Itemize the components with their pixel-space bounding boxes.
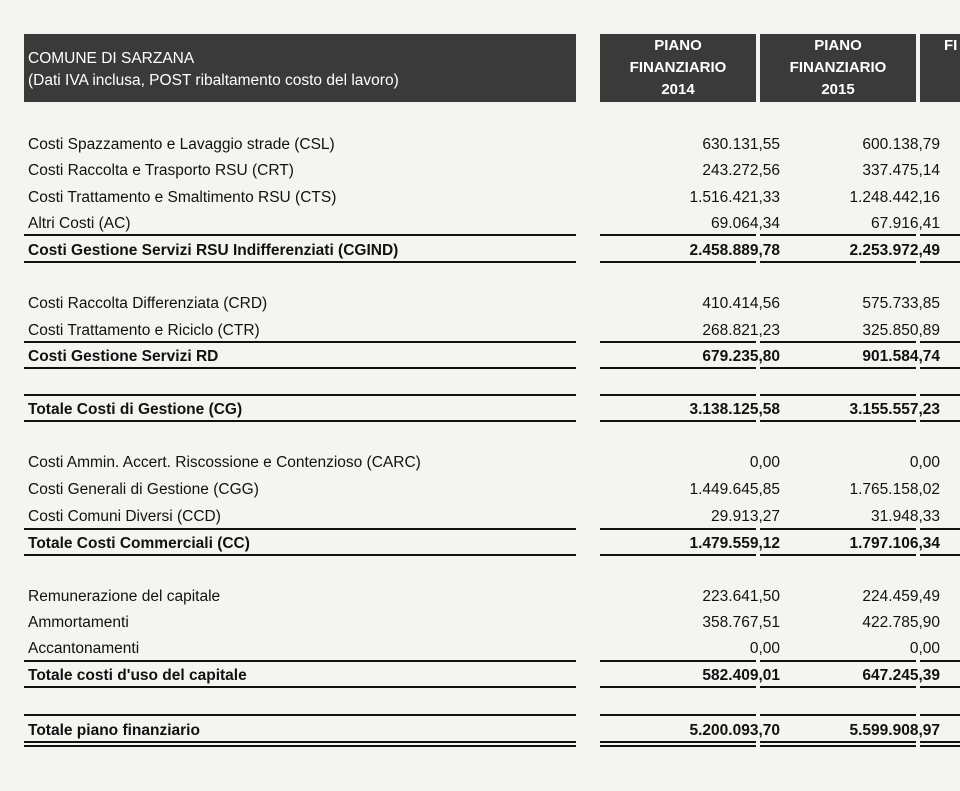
- value-2014: 1.479.559,12: [689, 535, 780, 552]
- value-2014: 3.138.125,58: [689, 401, 780, 418]
- rule: [760, 420, 916, 422]
- row-label: Totale Costi Commerciali (CC): [28, 535, 250, 552]
- value-2015: 901.584,74: [862, 348, 940, 365]
- table-row: [24, 187, 960, 209]
- document-subtitle: (Dati IVA inclusa, POST ribaltamento costo del lavoro): [28, 72, 399, 89]
- rule: [920, 261, 960, 263]
- table-row: [24, 134, 960, 156]
- column-header-year: 2014: [661, 81, 695, 98]
- row-label: Totale piano finanziario: [28, 722, 200, 739]
- rule: [24, 741, 576, 743]
- rule: [760, 367, 916, 369]
- rule: [600, 420, 756, 422]
- column-header-partial: [920, 34, 960, 102]
- rule: [920, 234, 960, 236]
- rule: [920, 394, 960, 396]
- row-label: Costi Trattamento e Smaltimento RSU (CTS): [28, 189, 337, 206]
- rule: [24, 394, 576, 396]
- rule: [24, 528, 576, 530]
- value-2015: 67.916,41: [871, 215, 940, 232]
- row-label: Costi Raccolta Differenziata (CRD): [28, 295, 268, 312]
- rule: [24, 660, 576, 662]
- row-label: Costi Raccolta e Trasporto RSU (CRT): [28, 162, 294, 179]
- rule: [24, 686, 576, 688]
- value-2014: 0,00: [749, 640, 780, 657]
- row-label: Costi Trattamento e Riciclo (CTR): [28, 322, 260, 339]
- row-label: Remunerazione del capitale: [28, 588, 221, 605]
- rule: [760, 341, 916, 343]
- rule: [24, 234, 576, 236]
- row-label: Ammortamenti: [28, 614, 129, 631]
- table-row: [24, 612, 960, 634]
- rule: [600, 714, 756, 716]
- value-2015: 1.248.442,16: [849, 189, 940, 206]
- rule: [920, 341, 960, 343]
- row-label: Costi Generali di Gestione (CGG): [28, 481, 259, 498]
- value-2014: 630.131,55: [702, 136, 780, 153]
- rule: [760, 686, 916, 688]
- value-2014: 1.516.421,33: [689, 189, 780, 206]
- value-2014: 582.409,01: [702, 667, 780, 684]
- value-2014: 410.414,56: [702, 295, 780, 312]
- rule: [600, 528, 756, 530]
- value-2015: 5.599.908,97: [849, 722, 940, 739]
- subtotal-row: [24, 240, 960, 262]
- total-row: [24, 399, 960, 421]
- value-2015: 600.138,79: [862, 136, 940, 153]
- rule: [600, 367, 756, 369]
- value-2014: 5.200.093,70: [689, 722, 780, 739]
- value-2015: 224.459,49: [862, 588, 940, 605]
- table-row: [24, 213, 960, 235]
- value-2014: 243.272,56: [702, 162, 780, 179]
- rule: [920, 554, 960, 556]
- table-row: [24, 506, 960, 528]
- rule: [24, 367, 576, 369]
- rule: [920, 745, 960, 747]
- row-label: Totale costi d'uso del capitale: [28, 667, 247, 684]
- column-header-2014: [600, 34, 756, 102]
- grand-total-row: [24, 720, 960, 742]
- table-row: [24, 160, 960, 182]
- rule: [920, 367, 960, 369]
- rule: [920, 420, 960, 422]
- row-label: Costi Comuni Diversi (CCD): [28, 508, 221, 525]
- value-2014: 1.449.645,85: [689, 481, 780, 498]
- value-2014: 69.064,34: [711, 215, 780, 232]
- value-2015: 1.797.106,34: [849, 535, 940, 552]
- table-row: [24, 452, 960, 474]
- value-2015: 0,00: [909, 640, 940, 657]
- rule: [760, 394, 916, 396]
- rule: [920, 741, 960, 743]
- rule: [24, 261, 576, 263]
- column-header-line: PIANO: [654, 37, 702, 54]
- value-2015: 2.253.972,49: [849, 242, 940, 259]
- value-2015: 337.475,14: [862, 162, 940, 179]
- rule: [760, 234, 916, 236]
- rule: [760, 741, 916, 743]
- rule: [600, 234, 756, 236]
- column-header-year: 2015: [821, 81, 855, 98]
- value-2014: 358.767,51: [702, 614, 780, 631]
- table-row: [24, 320, 960, 342]
- table-row: [24, 479, 960, 501]
- rule: [920, 686, 960, 688]
- row-label: Altri Costi (AC): [28, 215, 131, 232]
- value-2015: 3.155.557,23: [849, 401, 940, 418]
- value-2014: 0,00: [749, 454, 780, 471]
- row-label: Costi Gestione Servizi RSU Indifferenziati (CGIND): [28, 242, 399, 259]
- table-row: [24, 638, 960, 660]
- rule: [920, 714, 960, 716]
- value-2014: 2.458.889,78: [689, 242, 780, 259]
- rule: [920, 528, 960, 530]
- rule: [600, 554, 756, 556]
- value-2015: 422.785,90: [862, 614, 940, 631]
- value-2015: 575.733,85: [862, 295, 940, 312]
- rule: [600, 660, 756, 662]
- value-2015: 1.765.158,02: [849, 481, 940, 498]
- subtotal-row: [24, 346, 960, 368]
- rule: [600, 745, 756, 747]
- row-label: Totale Costi di Gestione (CG): [28, 401, 243, 418]
- value-2015: 0,00: [909, 454, 940, 471]
- column-header-2015: [760, 34, 916, 102]
- rule: [600, 686, 756, 688]
- table-row: [24, 293, 960, 315]
- row-label: Accantonamenti: [28, 640, 140, 657]
- column-header-line: FINANZIARIO: [789, 59, 887, 76]
- value-2015: 325.850,89: [862, 322, 940, 339]
- rule: [920, 660, 960, 662]
- subtotal-row: [24, 665, 960, 687]
- value-2015: 647.245,39: [862, 667, 940, 684]
- rule: [24, 341, 576, 343]
- rule: [24, 745, 576, 747]
- value-2015: 31.948,33: [871, 508, 940, 525]
- table-row: [24, 586, 960, 608]
- value-2014: 679.235,80: [702, 348, 780, 365]
- rule: [760, 554, 916, 556]
- rule: [600, 261, 756, 263]
- column-header-line: FI: [944, 37, 958, 54]
- subtotal-row: [24, 533, 960, 555]
- value-2014: 223.641,50: [702, 588, 780, 605]
- rule: [24, 420, 576, 422]
- value-2014: 29.913,27: [711, 508, 780, 525]
- column-header-line: PIANO: [814, 37, 862, 54]
- table-header-title: [24, 34, 576, 102]
- row-label: Costi Ammin. Accert. Riscossione e Contenzioso (CARC): [28, 454, 421, 471]
- rule: [24, 554, 576, 556]
- row-label: Costi Gestione Servizi RD: [28, 348, 219, 365]
- rule: [600, 741, 756, 743]
- rule: [24, 714, 576, 716]
- rule: [760, 660, 916, 662]
- rule: [600, 341, 756, 343]
- value-2014: 268.821,23: [702, 322, 780, 339]
- rule: [760, 261, 916, 263]
- rule: [760, 714, 916, 716]
- column-header-line: FINANZIARIO: [629, 59, 727, 76]
- rule: [600, 394, 756, 396]
- document-title: COMUNE DI SARZANA: [28, 50, 195, 67]
- row-label: Costi Spazzamento e Lavaggio strade (CSL): [28, 136, 335, 153]
- rule: [760, 528, 916, 530]
- rule: [760, 745, 916, 747]
